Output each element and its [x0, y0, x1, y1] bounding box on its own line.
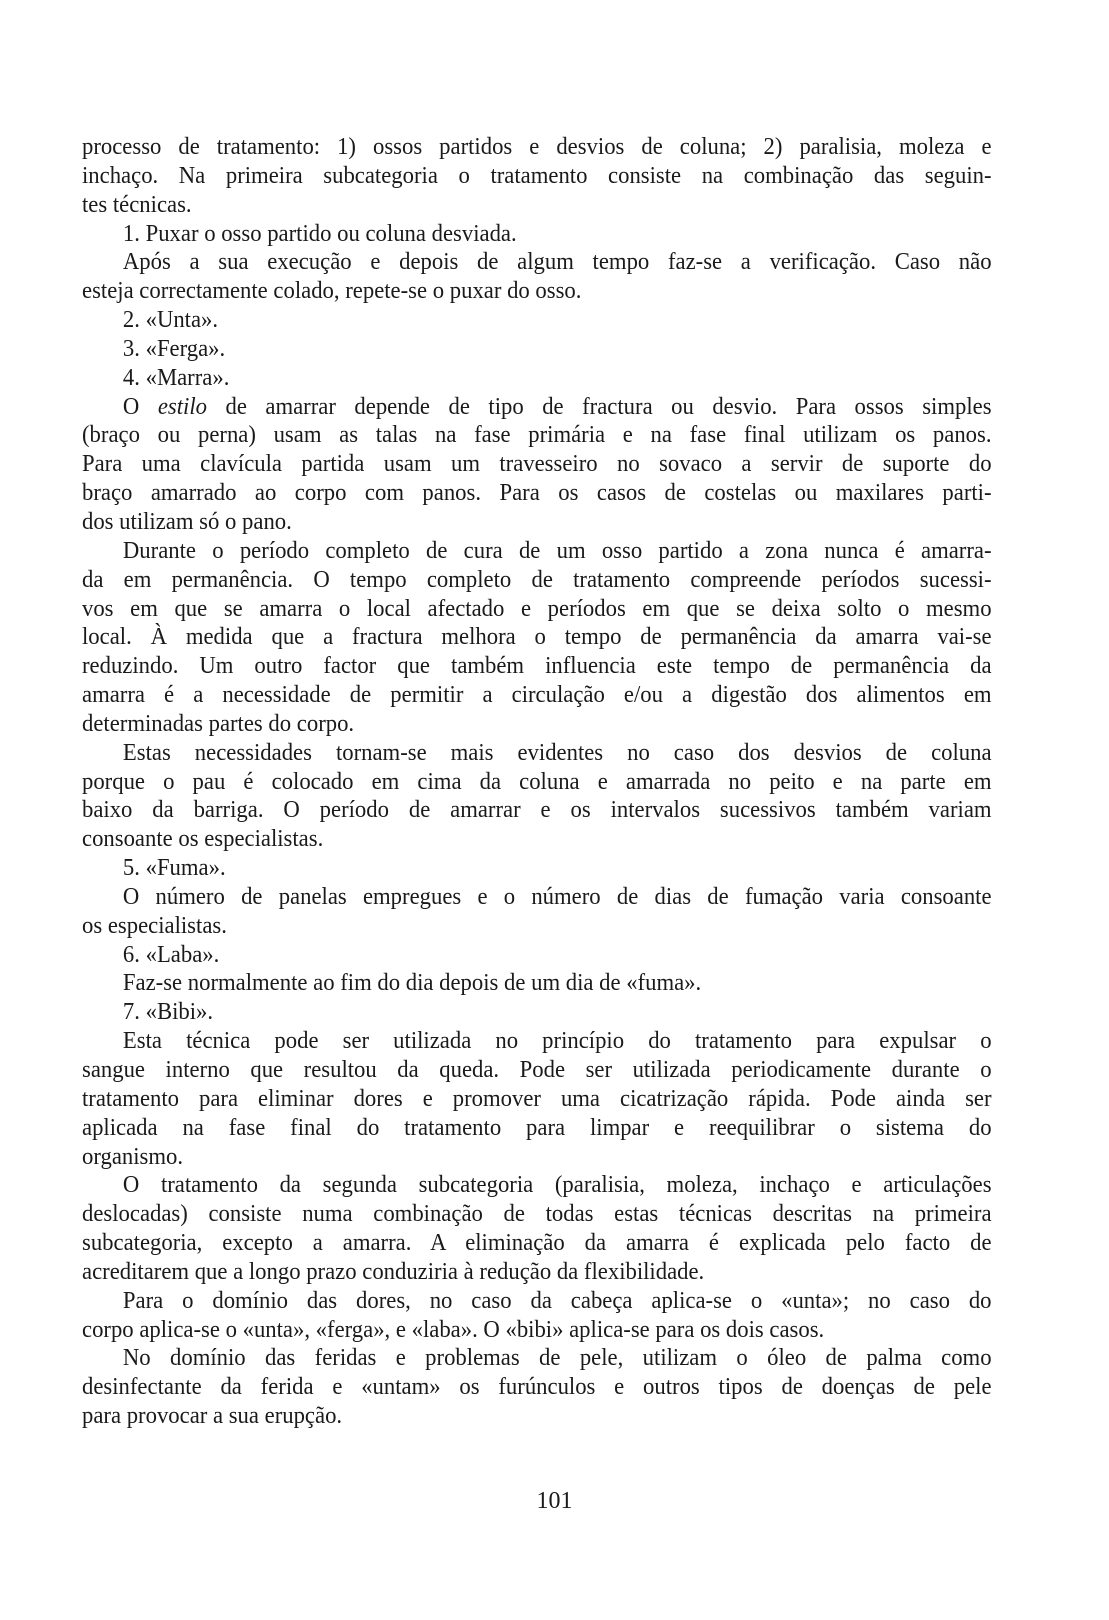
text-line: aplicada na fase final do tratamento para limpar e reequilibrar o sistema do — [82, 1113, 992, 1141]
italic-term: estilo — [157, 392, 207, 420]
text-line: Para uma clavícula partida usam um travesseiro no sovaco a servir de suporte do — [82, 450, 992, 478]
text-line: inchaço. Na primeira subcategoria o tratamento consiste na combinação das seguin- — [82, 161, 992, 189]
text-line: vos em que se amarra o local afectado e períodos em que se deixa solto o mesmo — [82, 594, 992, 622]
text-line: corpo aplica-se o «unta», «ferga», e «laba». O «bibi» aplica-se para os dois casos. — [82, 1315, 825, 1343]
list-item-1: 1. Puxar o osso partido ou coluna desviada. — [122, 219, 517, 247]
text-fragment: de amarrar depende de tipo de fractura ou desvio. Para ossos simples — [225, 392, 992, 420]
paragraph-start: O — [122, 392, 140, 420]
text-line: Para o domínio das dores, no caso da cabeça aplica-se o «unta»; no caso do — [122, 1286, 992, 1314]
text-line: Estas necessidades tornam-se mais evidentes no caso dos desvios de coluna — [122, 738, 992, 766]
text-line — [82, 393, 992, 422]
page-body — [82, 133, 992, 1431]
text-line: deslocadas) consiste numa combinação de todas estas técnicas descritas na primeira — [82, 1200, 992, 1228]
text-line: amarra é a necessidade de permitir a circulação e/ou a digestão dos alimentos em — [82, 681, 992, 709]
text-line: tes técnicas. — [82, 190, 192, 218]
list-item-5: 5. «Fuma». — [122, 854, 226, 882]
text-line: os especialistas. — [82, 911, 227, 939]
page-number: 101 — [536, 1488, 573, 1514]
text-line: organismo. — [82, 1142, 184, 1170]
text-line: No domínio das feridas e problemas de pele, utilizam o óleo de palma como — [122, 1344, 992, 1372]
text-line: Após a sua execução e depois de algum tempo faz-se a verificação. Caso não — [122, 248, 992, 276]
text-line: subcategoria, excepto a amarra. A eliminação da amarra é explicada pelo facto de — [82, 1229, 992, 1257]
text-line: sangue interno que resultou da queda. Pode ser utilizada periodicamente durante o — [82, 1056, 992, 1083]
text-line: dos utilizam só o pano. — [82, 507, 292, 535]
list-item-4: 4. «Marra». — [122, 363, 230, 391]
list-item-2: 2. «Unta». — [122, 306, 219, 334]
text-line: esteja correctamente colado, repete-se o puxar do osso. — [82, 277, 582, 305]
text-line: reduzindo. Um outro factor que também influencia este tempo de permanência da — [82, 652, 992, 680]
text-line: (braço ou perna) usam as talas na fase primária e na fase final utilizam os panos. — [82, 421, 992, 449]
text-line: braço amarrado ao corpo com panos. Para os casos de costelas ou maxilares parti- — [82, 479, 992, 507]
text-line: porque o pau é colocado em cima da coluna e amarrada no peito e na parte em — [82, 767, 992, 795]
text-line: baixo da barriga. O período de amarrar e os intervalos sucessivos também variam — [82, 796, 992, 824]
text-line: acreditarem que a longo prazo conduziria à redução da flexibilidade. — [82, 1257, 705, 1285]
text-line: desinfectante da ferida e «untam» os furúnculos e outros tipos de doenças de pele — [82, 1373, 992, 1401]
text-line: O número de panelas empregues e o número de dias de fumação varia consoante — [122, 882, 992, 910]
text-line: determinadas partes do corpo. — [82, 709, 355, 737]
text-line: Durante o período completo de cura de um osso partido a zona nunca é amarra- — [122, 536, 992, 564]
list-item-7: 7. «Bibi». — [122, 998, 214, 1026]
text-line: da em permanência. O tempo completo de tratamento compreende períodos sucessi- — [82, 565, 992, 593]
text-line: processo de tratamento: 1) ossos partidos e desvios de coluna; 2) paralisia, moleza e — [82, 133, 992, 160]
list-item-6: 6. «Laba». — [122, 940, 220, 968]
text-line: tratamento para eliminar dores e promover uma cicatrização rápida. Pode ainda ser — [82, 1084, 992, 1112]
list-item-3: 3. «Ferga». — [122, 334, 226, 362]
text-line: O tratamento da segunda subcategoria (paralisia, moleza, inchaço e articulações — [122, 1171, 992, 1199]
text-line: local. À medida que a fractura melhora o tempo de permanência da amarra vai-se — [82, 623, 992, 651]
text-line: para provocar a sua erupção. — [82, 1402, 343, 1430]
text-line: Esta técnica pode ser utilizada no princípio do tratamento para expulsar o — [122, 1027, 992, 1055]
text-line: consoante os especialistas. — [82, 825, 324, 853]
text-line: Faz-se normalmente ao fim do dia depois de um dia de «fuma». — [122, 969, 702, 997]
